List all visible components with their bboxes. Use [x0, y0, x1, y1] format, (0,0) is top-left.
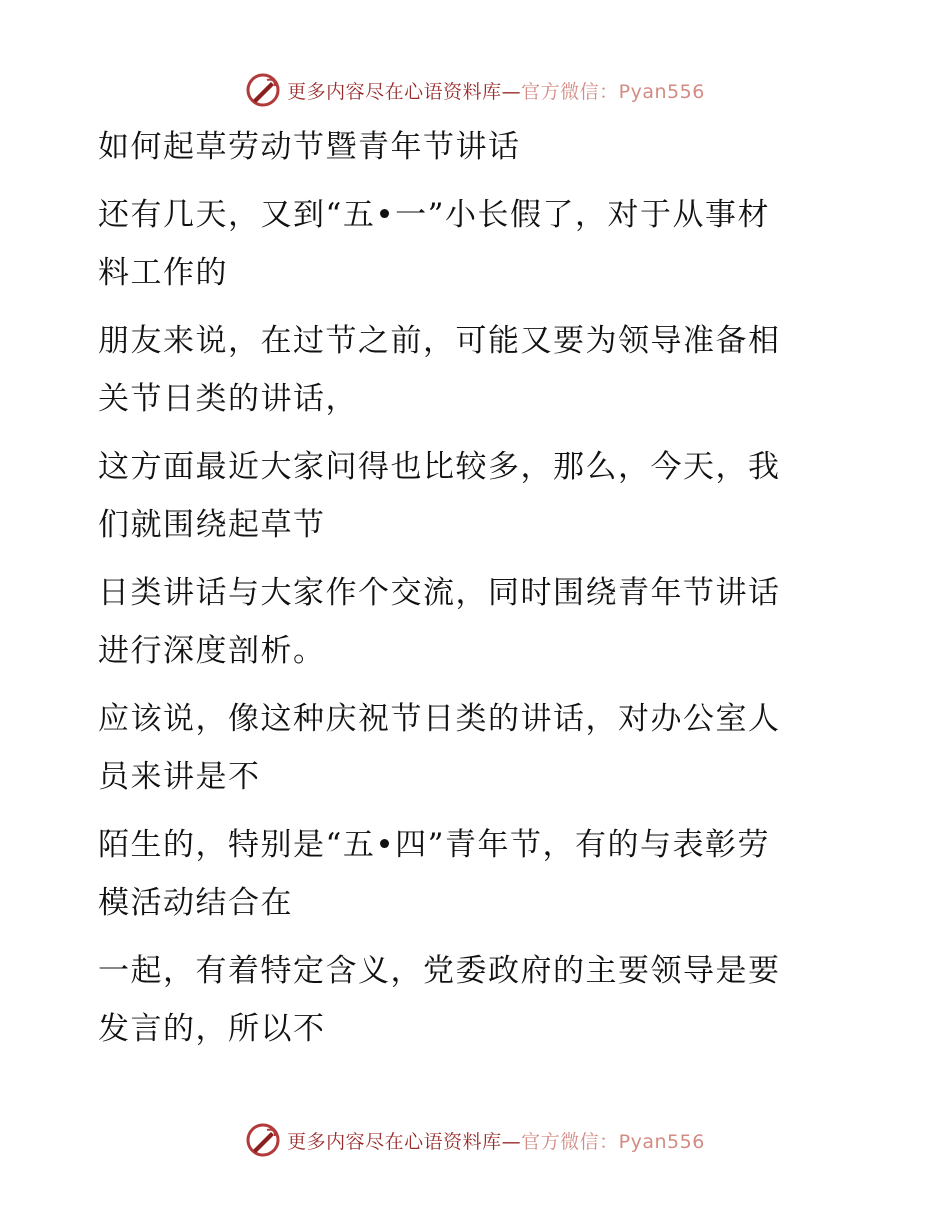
banner-text: [287, 1127, 705, 1154]
paragraph-line: 料工作的: [98, 255, 228, 291]
header-banner: [0, 70, 950, 110]
paragraph-line: 这方面最近大家问得也比较多，那么，今天，我: [98, 449, 781, 485]
paragraph-line: 应该说，像这种庆祝节日类的讲话，对办公室人: [98, 701, 781, 737]
document-body: [98, 118, 858, 1068]
paragraph-line: 关节日类的讲话，: [98, 381, 358, 417]
paragraph-line: 员来讲是不: [98, 759, 261, 795]
paragraph-line: 模活动结合在: [98, 885, 293, 921]
paragraph-line: 还有几天，又到“五•一”小长假了，对于从事材: [98, 197, 770, 233]
document-title: 如何起草劳动节暨青年节讲话: [98, 129, 521, 165]
footer-banner: [0, 1120, 950, 1160]
paragraph-line: 日类讲话与大家作个交流，同时围绕青年节讲话: [98, 575, 781, 611]
banner-text: [287, 77, 705, 104]
paragraph-line: 朋友来说，在过节之前，可能又要为领导准备相: [98, 323, 781, 359]
paragraph-line: 发言的，所以不: [98, 1011, 326, 1047]
pen-logo-icon: [245, 72, 281, 108]
banner-wechat-text: 官方微信：Pyan556: [521, 1130, 705, 1153]
banner-main-text: 更多内容尽在心语资料库—: [287, 80, 522, 103]
banner-wechat-text: 官方微信：Pyan556: [521, 80, 705, 103]
paragraph-line: 一起，有着特定含义，党委政府的主要领导是要: [98, 953, 781, 989]
pen-logo-icon: [245, 1122, 281, 1158]
paragraph-line: 们就围绕起草节: [98, 507, 326, 543]
paragraph-line: 陌生的，特别是“五•四”青年节，有的与表彰劳: [98, 827, 770, 863]
banner-main-text: 更多内容尽在心语资料库—: [287, 1130, 522, 1153]
paragraph-line: 进行深度剖析。: [98, 633, 326, 669]
